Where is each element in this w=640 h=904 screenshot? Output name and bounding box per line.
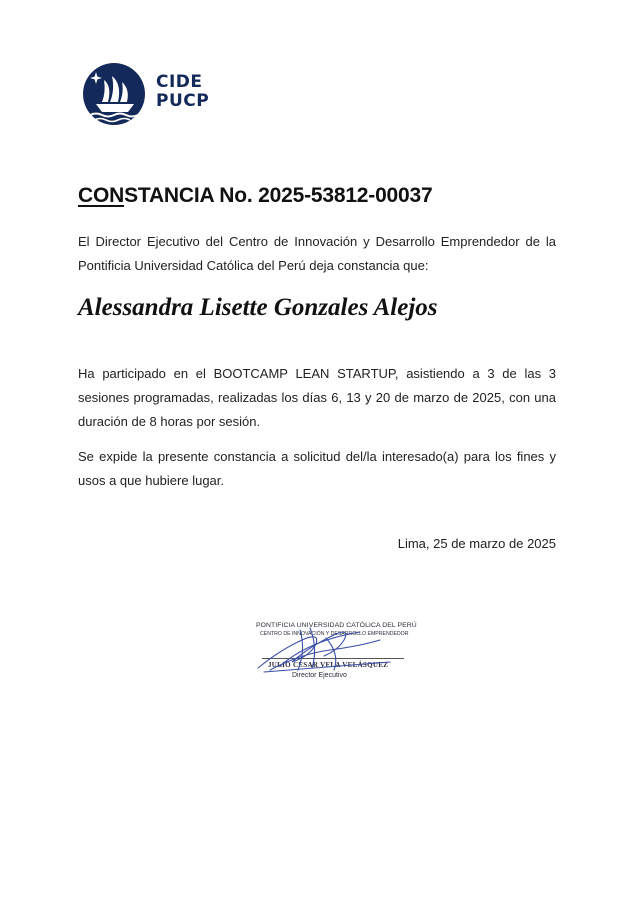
stamp-center: CENTRO DE INNOVACIÓN Y DESARROLLO EMPRENDEDOR	[260, 631, 409, 637]
issuance-paragraph: Se expide la presente constancia a solicitud del/la interesado(a) para los fines y usos a que hubiere lugar.	[78, 449, 556, 488]
title-rest: STANCIA No. 2025-53812-00037	[124, 184, 433, 207]
participation-paragraph: Ha participado en el BOOTCAMP LEAN STARTUP, asistiendo a 3 de las 3 sesiones programadas, realizadas los días 6, 13 y 20 de marzo de 2025, con una duración de 8 horas por sesión.	[78, 366, 556, 429]
ship-emblem-icon	[82, 62, 146, 126]
certificate-title	[78, 184, 432, 208]
signatory-role: Director Ejecutivo	[292, 672, 347, 679]
signature-stamp	[240, 610, 417, 690]
logo-wordmark	[156, 73, 209, 111]
intro-paragraph: El Director Ejecutivo del Centro de Innovación y Desarrollo Emprendedor de la Pontificia Universidad Católica del Perú deja constancia que:	[78, 234, 556, 273]
signatory-name: JULIO CÉSAR VELA VELÁSQUEZ	[268, 661, 389, 669]
title-underlined-part: CON	[78, 184, 125, 207]
stamp-university: PONTIFICIA UNIVERSIDAD CATÓLICA DEL PERÚ	[256, 622, 417, 629]
logo-line-2: PUCP	[156, 91, 210, 111]
handwritten-signature-icon	[240, 610, 410, 690]
logo-line-1: CIDE	[156, 72, 203, 92]
issue-date: Lima, 25 de marzo de 2025	[397, 536, 556, 551]
recipient-name: Alessandra Lisette Gonzales Alejos	[78, 294, 438, 321]
cide-pucp-logo	[82, 62, 222, 126]
